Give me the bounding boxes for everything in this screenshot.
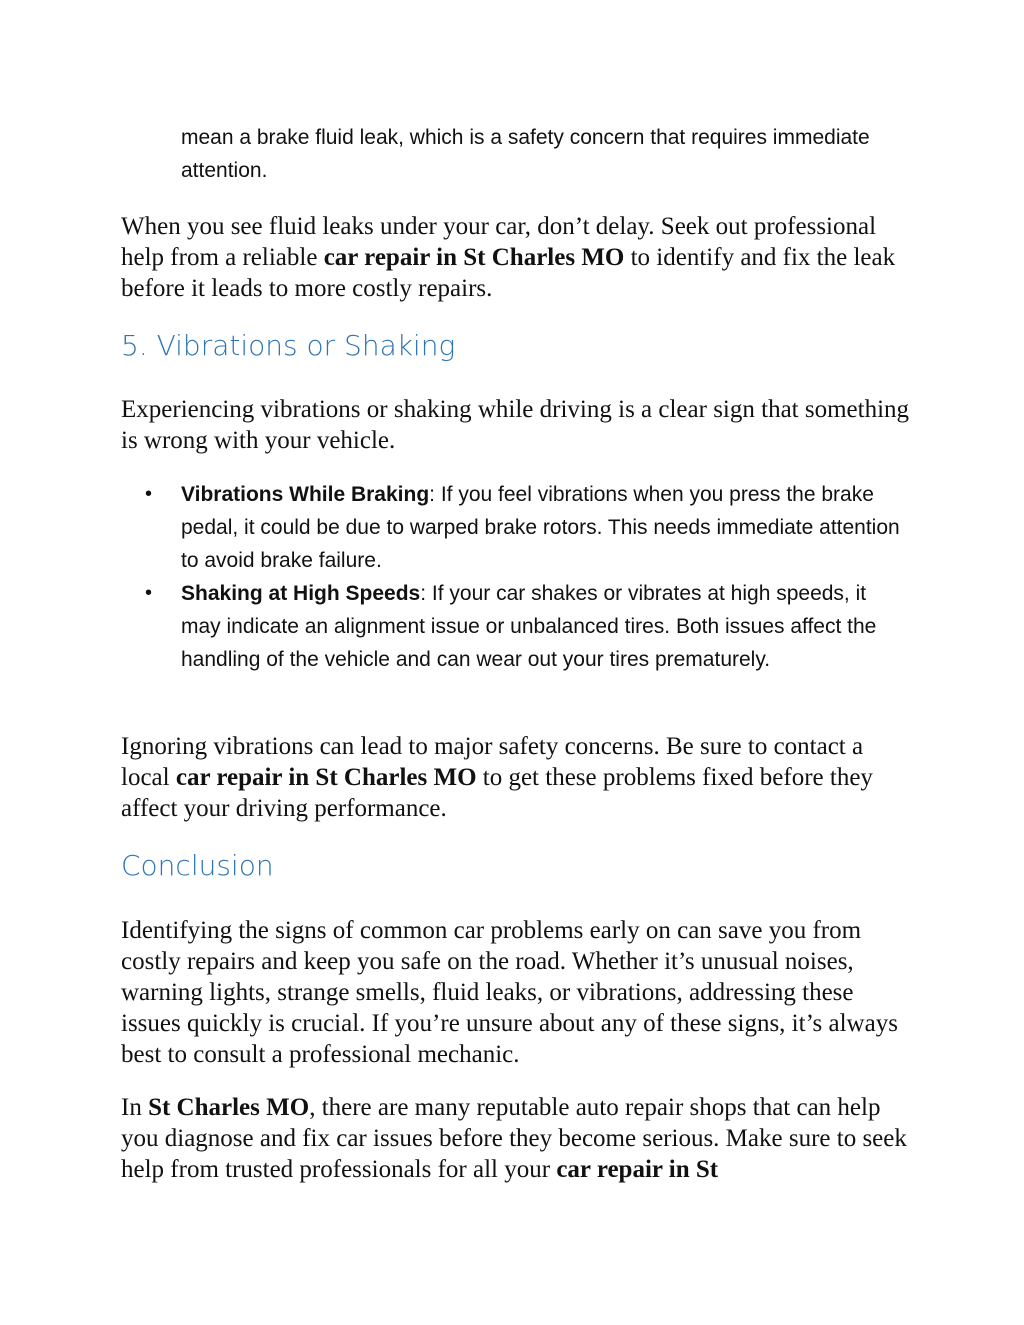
conclusion-paragraph-1 [121,915,911,1070]
continued-item-text: mean a brake fluid leak, which is a safety concern that requires immediate attention. [181,126,870,182]
vibrations-intro-text: Experiencing vibrations or shaking while driving is a clear sign that something is wrong with your vehicle. [121,396,910,454]
bullet-item-vibrations-braking [121,478,911,577]
vibrations-closing-paragraph [121,731,911,824]
conclusion-paragraph-2 [121,1092,911,1185]
bullet-text: : If you feel vibrations when you press the brake pedal, it could be due to warped brake rotors. This needs immediate attention to avoid brake failure. [181,483,900,572]
vibrations-bullet-list [121,478,911,676]
conclusion-bold-location: St Charles MO [148,1094,310,1121]
bullet-title: Shaking at High Speeds [181,582,421,605]
heading-vibrations: 5. Vibrations or Shaking [121,329,456,362]
vibrations-intro-paragraph [121,394,911,456]
bullet-title: Vibrations While Braking [181,483,430,506]
conclusion-text-2-mid: , there are many reputable auto repair shops that can help you diagnose and fix car issues before they become serious. Make sure to seek help from trusted professionals for all your [121,1094,907,1183]
vibrations-closing-text-start: Ignoring vibrations can lead to major safety concerns. Be sure to contact a local [121,733,864,791]
heading-conclusion: Conclusion [121,849,274,882]
bullet-text: : If your car shakes or vibrates at high speeds, it may indicate an alignment issue or unbalanced tires. Both issues affect the handling of the vehicle and can wear out your tires prematurely. [181,582,877,671]
bullet-item-shaking-high-speeds [121,577,911,676]
vibrations-closing-text-end: to get these problems fixed before they affect your driving performance. [121,764,873,822]
conclusion-text-1: Identifying the signs of common car problems early on can save you from costly repairs and keep you safe on the road. Whether it’s unusual noises, warning lights, strange smells, fluid leaks, or vibrations, addressing these issues quickly is crucial. If you’re unsure about any of these signs, it’s always best to consult a professional mechanic. [121,917,898,1068]
vibrations-closing-bold-keyword: car repair in St Charles MO [175,764,477,791]
bullet-dot: • [145,582,153,604]
fluid-leaks-text-end: to identify and fix the leak before it leads to more costly repairs. [121,244,896,302]
bullet-dot: • [145,483,153,505]
conclusion-text-2-start: In [121,1094,149,1121]
fluid-leaks-text-start: When you see fluid leaks under your car, don’t delay. Seek out professional help from a reliable [121,213,877,271]
conclusion-bold-keyword: car repair in St [556,1156,719,1183]
continued-list-item [181,121,901,187]
fluid-leaks-paragraph [121,211,911,304]
fluid-leaks-bold-keyword: car repair in St Charles MO [323,244,625,271]
